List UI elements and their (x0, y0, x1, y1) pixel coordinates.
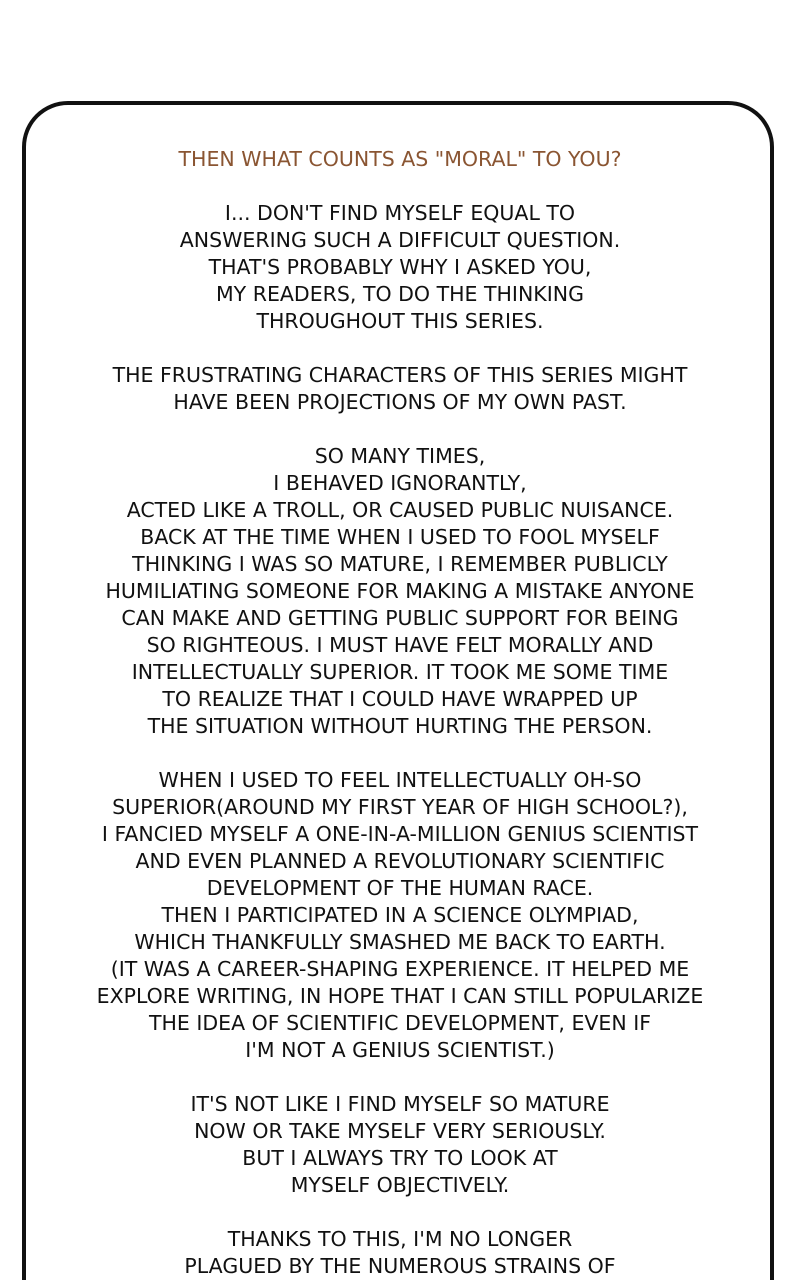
text-line: THINKING I WAS SO MATURE, I REMEMBER PUBLICLY (132, 552, 668, 576)
text-line: THANKS TO THIS, I'M NO LONGER (227, 1227, 573, 1251)
text-line: EXPLORE WRITING, IN HOPE THAT I CAN STILL POPULARIZE (96, 984, 704, 1008)
paragraph-3 (0, 443, 800, 740)
text-line: IT'S NOT LIKE I FIND MYSELF SO MATURE (190, 1092, 610, 1116)
text-line: SO MANY TIMES, (314, 444, 486, 468)
text-line: THE IDEA OF SCIENTIFIC DEVELOPMENT, EVEN IF (148, 1011, 652, 1035)
text-line: THAT'S PROBABLY WHY I ASKED YOU, (208, 255, 592, 279)
paragraph-2 (0, 362, 800, 416)
text-line: BUT I ALWAYS TRY TO LOOK AT (242, 1146, 558, 1170)
text-line: WHICH THANKFULLY SMASHED ME BACK TO EARTH. (134, 930, 666, 954)
text-line: SUPERIOR(AROUND MY FIRST YEAR OF HIGH SCHOOL?), (112, 795, 688, 819)
text-line: MYSELF OBJECTIVELY. (290, 1173, 510, 1197)
text-line: ANSWERING SUCH A DIFFICULT QUESTION. (179, 228, 621, 252)
text-line: CAN MAKE AND GETTING PUBLIC SUPPORT FOR BEING (121, 606, 679, 630)
paragraph-4 (0, 767, 800, 1064)
text-line: TO REALIZE THAT I COULD HAVE WRAPPED UP (162, 687, 638, 711)
text-line: I'M NOT A GENIUS SCIENTIST.) (245, 1038, 555, 1062)
text-line: HUMILIATING SOMEONE FOR MAKING A MISTAKE ANYONE (105, 579, 695, 603)
text-line: SO RIGHTEOUS. I MUST HAVE FELT MORALLY AND (146, 633, 654, 657)
text-line: AND EVEN PLANNED A REVOLUTIONARY SCIENTIFIC (135, 849, 665, 873)
paragraph-6 (0, 1226, 800, 1280)
afterword-text (0, 146, 800, 1280)
text-line: DEVELOPMENT OF THE HUMAN RACE. (206, 876, 594, 900)
text-line: THE FRUSTRATING CHARACTERS OF THIS SERIES MIGHT (112, 363, 688, 387)
text-line: NOW OR TAKE MYSELF VERY SERIOUSLY. (194, 1119, 606, 1143)
text-line: INTELLECTUALLY SUPERIOR. IT TOOK ME SOME TIME (131, 660, 669, 684)
paragraph-5 (0, 1091, 800, 1199)
text-line: MY READERS, TO DO THE THINKING (215, 282, 585, 306)
text-line: ACTED LIKE A TROLL, OR CAUSED PUBLIC NUISANCE. (126, 498, 674, 522)
text-line: BACK AT THE TIME WHEN I USED TO FOOL MYSELF (140, 525, 660, 549)
text-line: I BEHAVED IGNORANTLY, (273, 471, 527, 495)
text-line: THEN I PARTICIPATED IN A SCIENCE OLYMPIAD, (161, 903, 639, 927)
text-line: (IT WAS A CAREER-SHAPING EXPERIENCE. IT HELPED ME (110, 957, 690, 981)
text-line: HAVE BEEN PROJECTIONS OF MY OWN PAST. (173, 390, 627, 414)
text-line: PLAGUED BY THE NUMEROUS STRAINS OF (184, 1254, 616, 1278)
text-line: THROUGHOUT THIS SERIES. (256, 309, 544, 333)
text-line: THE SITUATION WITHOUT HURTING THE PERSON. (147, 714, 653, 738)
section-heading: THEN WHAT COUNTS AS "MORAL" TO YOU? (178, 147, 622, 171)
paragraph-1 (0, 200, 800, 335)
text-line: I... DON'T FIND MYSELF EQUAL TO (224, 201, 576, 225)
text-line: WHEN I USED TO FEEL INTELLECTUALLY OH-SO (158, 768, 642, 792)
text-line: I FANCIED MYSELF A ONE-IN-A-MILLION GENIUS SCIENTIST (101, 822, 699, 846)
